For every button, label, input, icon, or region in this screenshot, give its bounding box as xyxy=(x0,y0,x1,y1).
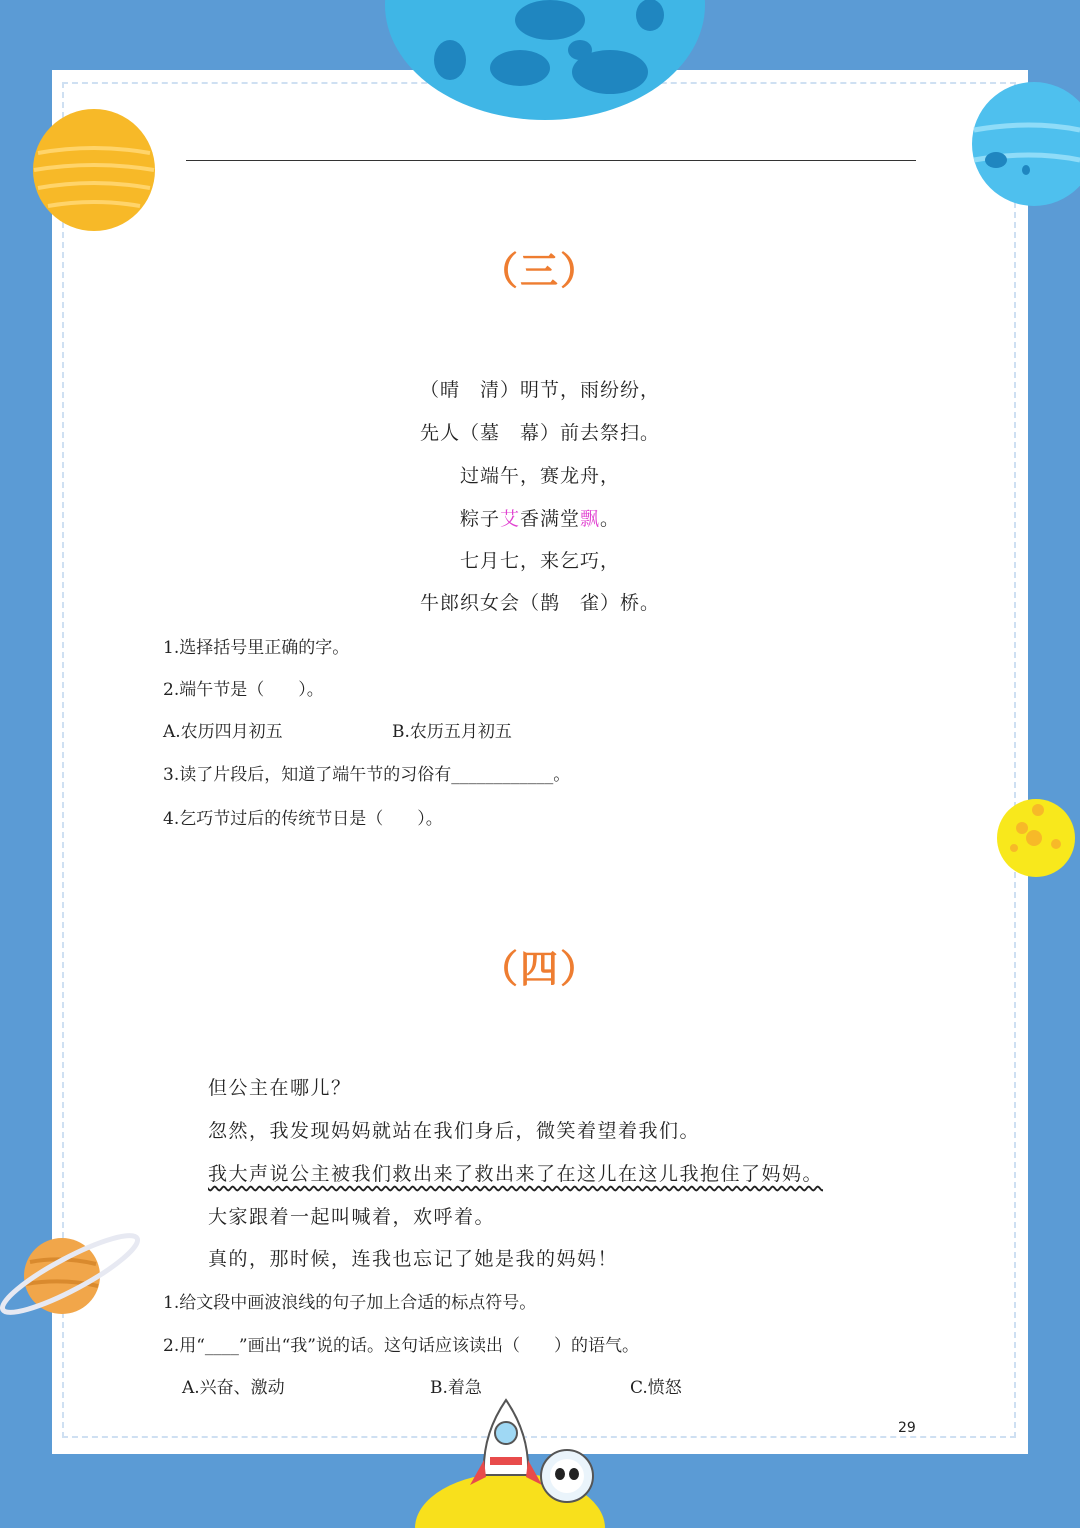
poem-line-5: 七月七，来乞巧， xyxy=(459,550,620,572)
option-3-2-b: B.农历五月初五 xyxy=(392,722,512,742)
option-4-2-c: C.愤怒 xyxy=(630,1378,682,1398)
poem-line-1: （晴 清）明节，雨纷纷， xyxy=(419,379,660,401)
passage-line-5: 真的，那时候，连我也忘记了她是我的妈妈！ xyxy=(208,1248,619,1270)
blue-planet-icon xyxy=(380,0,710,125)
question-3-4: 4.乞巧节过后的传统节日是（ ）。 xyxy=(163,809,443,829)
page-number: 29 xyxy=(898,1420,916,1436)
option-4-2-b: B.着急 xyxy=(430,1378,482,1398)
question-4-1: 1.给文段中画波浪线的句子加上合适的标点符号。 xyxy=(163,1293,537,1313)
question-3-2: 2.端午节是（ ）。 xyxy=(163,680,324,700)
header-rule xyxy=(186,160,916,161)
poem-text: 粽子 xyxy=(459,508,500,530)
right-blue-planet-icon xyxy=(970,80,1080,208)
poem-line-3: 过端午，赛龙舟， xyxy=(459,465,620,487)
poem-line-6: 牛郎织女会（鹊 雀）桥。 xyxy=(419,592,660,614)
poem-line-4 xyxy=(0,504,1080,531)
panda-astronaut-icon xyxy=(532,1448,602,1508)
moon-icon xyxy=(994,798,1080,880)
saturn-icon xyxy=(0,1232,140,1342)
poem-text: 香满堂 xyxy=(519,508,580,530)
section-four-title: （四） xyxy=(479,947,600,991)
section-three-title: （三） xyxy=(479,249,600,293)
passage-line-1: 但公主在哪儿？ xyxy=(208,1077,352,1099)
question-3-3: 3.读了片段后，知道了端午节的习俗有____________。 xyxy=(163,765,571,785)
passage-wavy-sentence: 我大声说公主被我们救出来了救出来了在这儿在这儿我抱住了妈妈。 xyxy=(208,1163,824,1185)
highlighted-char: 艾 xyxy=(499,508,520,530)
passage-line-2: 忽然，我发现妈妈就站在我们身后，微笑着望着我们。 xyxy=(208,1120,701,1142)
poem-text: 。 xyxy=(600,508,621,530)
passage-line-4: 大家跟着一起叫喊着，欢呼着。 xyxy=(208,1206,496,1228)
option-3-2-a: A.农历四月初五 xyxy=(163,722,283,742)
question-3-1: 1.选择括号里正确的字。 xyxy=(163,638,350,658)
highlighted-char: 飘 xyxy=(580,508,601,530)
poem-line-2: 先人（墓 幕）前去祭扫。 xyxy=(419,422,660,444)
yellow-planet-icon xyxy=(30,108,158,233)
option-4-2-a: A.兴奋、激动 xyxy=(182,1378,285,1398)
question-4-2: 2.用“____”画出“我”说的话。这句话应该读出（ ）的语气。 xyxy=(163,1336,639,1356)
